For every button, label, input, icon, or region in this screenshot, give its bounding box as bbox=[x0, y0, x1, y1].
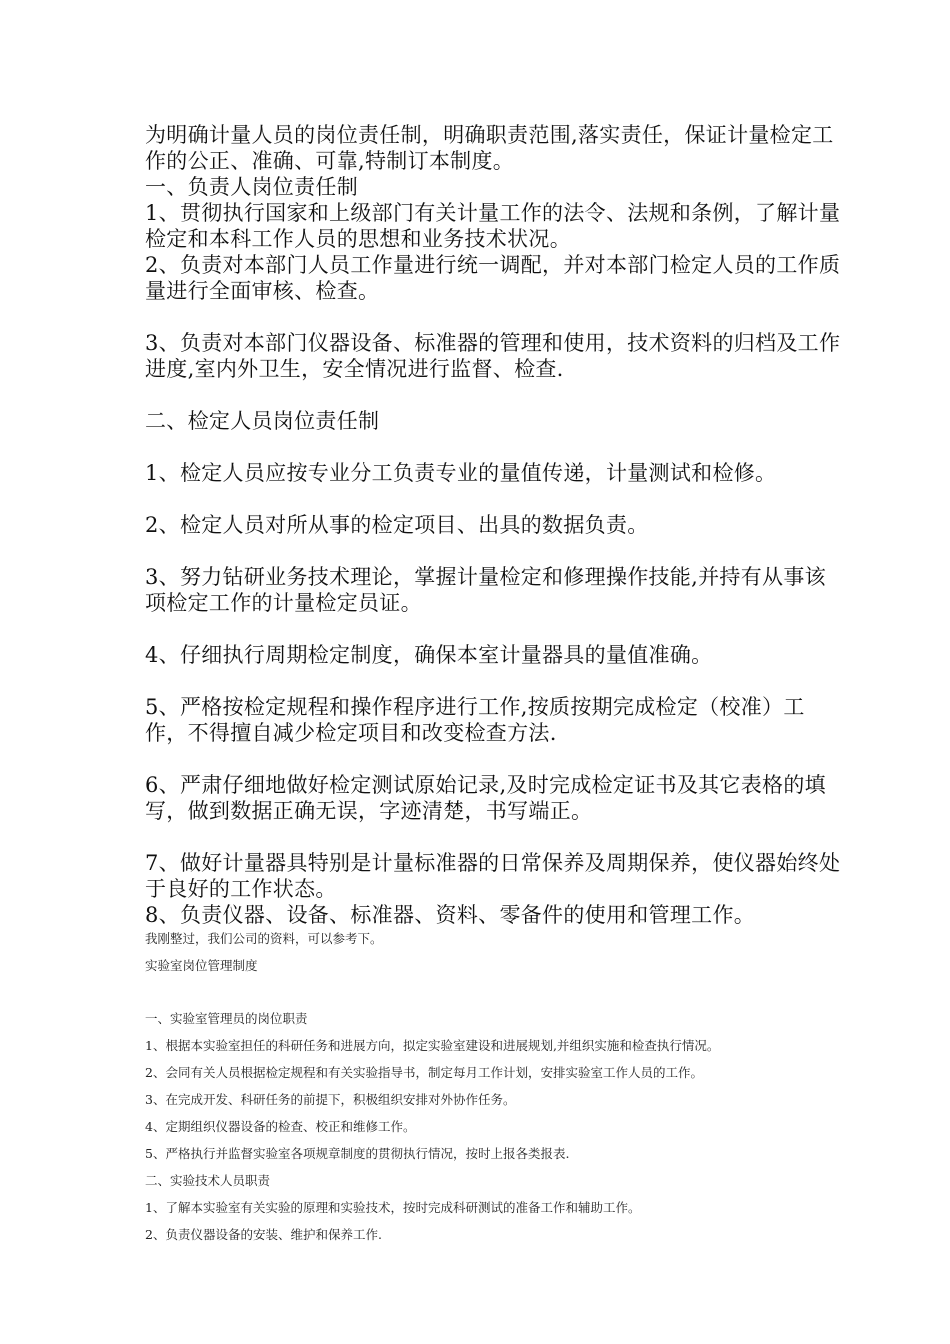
spacer bbox=[145, 538, 845, 564]
spacer bbox=[145, 304, 845, 330]
note-text: 我刚整过，我们公司的资料，可以参考下。 bbox=[145, 931, 383, 946]
paragraph-item: 8、负责仪器、设备、标准器、资料、零备件的使用和管理工作。 bbox=[145, 903, 756, 927]
spacer bbox=[145, 382, 845, 408]
section-heading-2: 二、检定人员岗位责任制 bbox=[145, 409, 380, 433]
paragraph-item: 2、检定人员对所从事的检定项目、出具的数据负责。 bbox=[145, 513, 649, 537]
spacer bbox=[145, 486, 845, 512]
list-item: 5、严格执行并监督实验室各项规章制度的贯彻执行情况，按时上报各类报表. bbox=[145, 1146, 570, 1161]
spacer bbox=[145, 668, 845, 694]
paragraph-item: 3、努力钻研业务技术理论，掌握计量检定和修理操作技能,并持有从事该项检定工作的计量检定员证。 bbox=[145, 565, 826, 615]
list-item: 2、会同有关人员根据检定规程和有关实验指导书，制定每月工作计划，安排实验室工作人员的工作。 bbox=[145, 1065, 703, 1080]
small-section-heading-2: 二、实验技术人员职责 bbox=[145, 1173, 271, 1188]
list-item: 1、了解本实验室有关实验的原理和实验技术，按时完成科研测试的准备工作和辅助工作。 bbox=[145, 1200, 641, 1215]
spacer bbox=[145, 434, 845, 460]
document-page bbox=[145, 122, 845, 1253]
paragraph-item: 6、严肃仔细地做好检定测试原始记录,及时完成检定证书及其它表格的填写，做到数据正确无误，字迹清楚，书写端正。 bbox=[145, 773, 826, 823]
list-item: 1、根据本实验室担任的科研任务和进展方向，拟定实验室建设和进展规划,并组织实施和检查执行情况。 bbox=[145, 1038, 720, 1053]
paragraph-item: 5、严格按检定规程和操作程序进行工作,按质按期完成检定（校准）工作，不得擅自减少检定项目和改变检查方法. bbox=[145, 695, 805, 745]
small-section-heading-1: 一、实验室管理员的岗位职责 bbox=[145, 1011, 308, 1026]
paragraph-item: 2、负责对本部门人员工作量进行统一调配，并对本部门检定人员的工作质量进行全面审核、检查。 bbox=[145, 253, 841, 303]
spacer bbox=[145, 824, 845, 850]
list-item: 4、定期组织仪器设备的检查、校正和维修工作。 bbox=[145, 1119, 416, 1134]
spacer bbox=[145, 746, 845, 772]
small-title: 实验室岗位管理制度 bbox=[145, 958, 258, 973]
paragraph-item: 3、负责对本部门仪器设备、标准器的管理和使用，技术资料的归档及工作进度,室内外卫生，安全情况进行监督、检查. bbox=[145, 331, 841, 381]
paragraph-item: 7、做好计量器具特别是计量标准器的日常保养及周期保养，使仪器始终处于良好的工作状态。 bbox=[145, 851, 841, 901]
section-heading-1: 一、负责人岗位责任制 bbox=[145, 175, 358, 199]
intro-paragraph: 为明确计量人员的岗位责任制，明确职责范围,落实责任，保证计量检定工作的公正、准确、可靠,特制订本制度。 bbox=[145, 123, 834, 173]
paragraph-item: 1、贯彻执行国家和上级部门有关计量工作的法令、法规和条例，了解计量检定和本科工作人员的思想和业务技术状况。 bbox=[145, 201, 841, 251]
list-item: 3、在完成开发、科研任务的前提下，积极组织安排对外协作任务。 bbox=[145, 1092, 516, 1107]
spacer bbox=[145, 616, 845, 642]
paragraph-item: 1、检定人员应按专业分工负责专业的量值传递，计量测试和检修。 bbox=[145, 461, 777, 485]
list-item: 2、负责仪器设备的安装、维护和保养工作. bbox=[145, 1227, 382, 1242]
main-text-block bbox=[145, 122, 845, 928]
small-text-block bbox=[145, 1010, 845, 1243]
paragraph-item: 4、仔细执行周期检定制度，确保本室计量器具的量值准确。 bbox=[145, 643, 713, 667]
